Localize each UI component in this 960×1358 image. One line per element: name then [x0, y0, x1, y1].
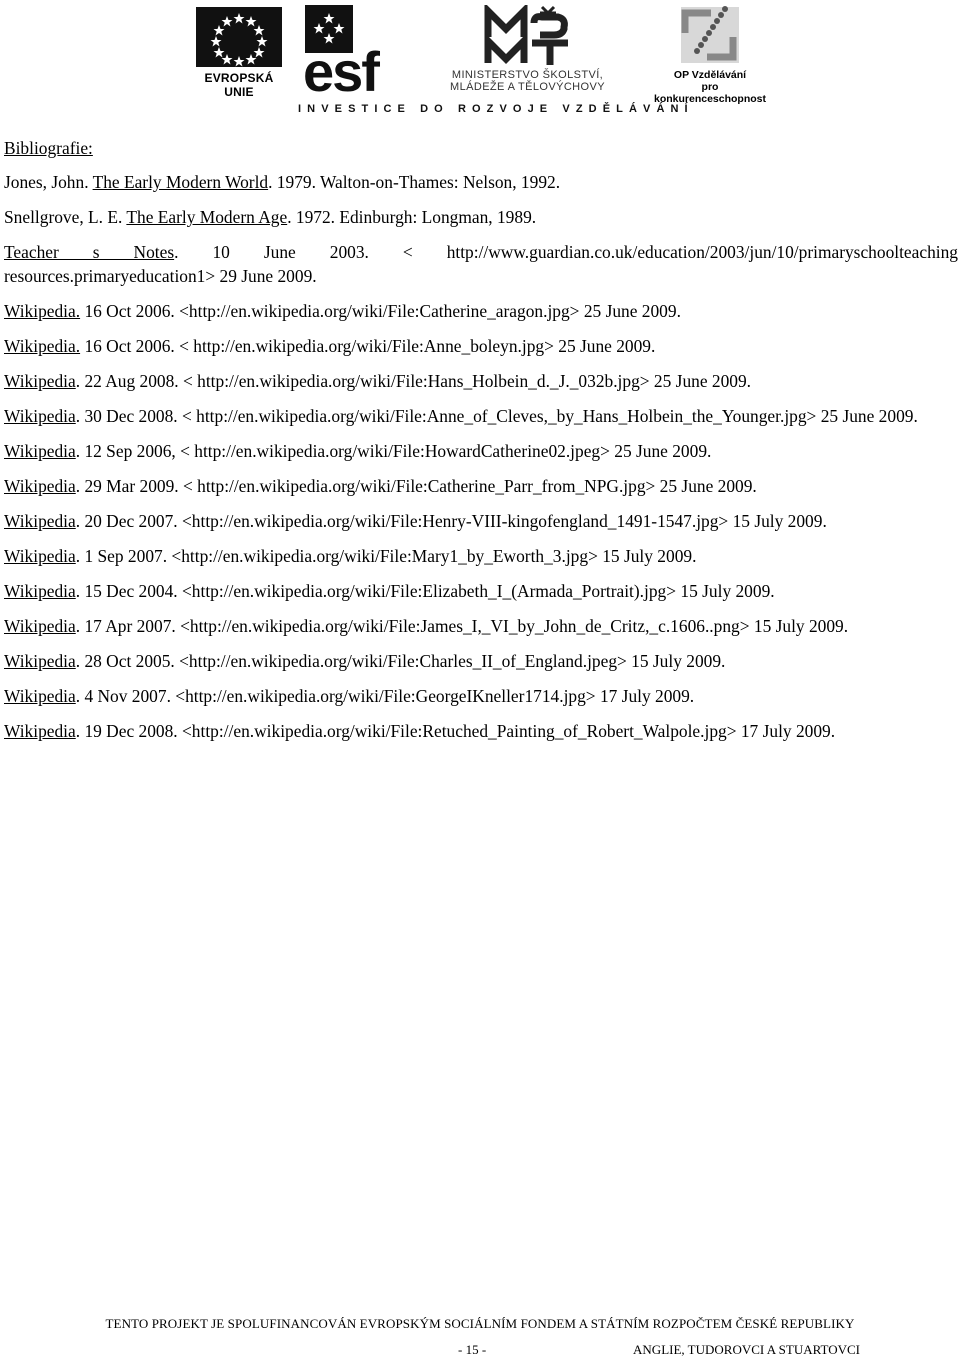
entry-details: . 30 Dec 2008. < http://en.wikipedia.org/wiki/File:Anne_of_Cleves,_by_Hans_Holbein_the_Younger.jpg> 25 June 2009.	[75, 406, 918, 426]
esf-label: esf	[303, 40, 378, 95]
entry-title: The Early Modern World	[92, 172, 269, 192]
bib-entry	[4, 369, 958, 393]
bib-entry	[4, 170, 958, 194]
entry-title: Wikipedia	[4, 406, 76, 426]
entry-title: Wikipedia	[4, 616, 76, 636]
msmt-logo	[440, 3, 615, 99]
entry-details: . 12 Sep 2006, < http://en.wikipedia.org/wiki/File:HowardCatherine02.jpeg> 25 June 2009.	[75, 441, 712, 461]
bib-entry	[4, 649, 958, 673]
msmt-logo-icon	[482, 5, 574, 67]
entry-prefix: Jones, John.	[4, 172, 93, 192]
document-title-footer: ANGLIE, TUDOROVCI A STUARTOVCI	[633, 1342, 860, 1357]
msmt-sub-label: MLÁDEŽE A TĚLOVÝCHOVY	[450, 81, 605, 93]
bib-entry	[4, 509, 958, 533]
bib-entry	[4, 544, 958, 568]
entry-title: Wikipedia	[4, 651, 76, 671]
eu-logo	[192, 3, 286, 99]
entry-details: . 1 Sep 2007. <http://en.wikipedia.org/wiki/File:Mary1_by_Eworth_3.jpg> 15 July 2009.	[75, 546, 697, 566]
bib-entry	[4, 404, 958, 428]
funding-statement: TENTO PROJEKT JE SPOLUFINANCOVÁN EVROPSKÝM SOCIÁLNÍM FONDEM A STÁTNÍM ROZPOČTEM ČESKÉ REPUBLIKY	[105, 1316, 855, 1331]
entry-details: . 10 June 2003. < http://www.guardian.co.uk/education/2003/jun/10/primaryschoolteaching resources.primaryeducation1> 29 June 2009.	[4, 242, 958, 286]
bib-entry	[4, 240, 958, 288]
bib-entry	[4, 474, 958, 498]
bib-entry	[4, 684, 958, 708]
entry-details: . 20 Dec 2007. <http://en.wikipedia.org/wiki/File:Henry-VIII-kingofengland_1491-1547.jpg> 15 July 2009.	[75, 511, 827, 531]
entry-prefix: Snellgrove, L. E.	[4, 207, 127, 227]
entry-details: . 4 Nov 2007. <http://en.wikipedia.org/wiki/File:GeorgeIKneller1714.jpg> 17 July 2009.	[75, 686, 695, 706]
entry-details: . 15 Dec 2004. <http://en.wikipedia.org/wiki/File:Elizabeth_I_(Armada_Portrait).jpg> 15 July 2009.	[75, 581, 775, 601]
entry-details: . 28 Oct 2005. <http://en.wikipedia.org/wiki/File:Charles_II_of_England.jpeg> 15 July 2009.	[75, 651, 726, 671]
bib-entry	[4, 579, 958, 603]
eu-label: EVROPSKÁ UNIE	[204, 71, 274, 99]
bibliography-heading: Bibliografie:	[4, 138, 93, 158]
op-logo-icon	[677, 3, 743, 67]
entry-title: Wikipedia.	[4, 301, 81, 321]
entry-details: . 1972. Edinburgh: Longman, 1989.	[287, 207, 537, 227]
entry-title: Wikipedia	[4, 721, 76, 741]
header-logos	[0, 0, 960, 125]
esf-logo-icon	[303, 3, 403, 95]
bib-entry	[4, 439, 958, 463]
entry-title: Wikipedia	[4, 511, 76, 531]
entry-title: Wikipedia	[4, 546, 76, 566]
entry-title: Wikipedia	[4, 441, 76, 461]
eu-flag-icon	[196, 7, 282, 67]
entry-details: 16 Oct 2006. <http://en.wikipedia.org/wiki/File:Catherine_aragon.jpg> 25 June 2009.	[80, 301, 681, 321]
bib-entry	[4, 614, 958, 638]
entry-title: Wikipedia	[4, 581, 76, 601]
entry-title: Wikipedia	[4, 476, 76, 496]
entry-details: . 29 Mar 2009. < http://en.wikipedia.org/wiki/File:Catherine_Parr_from_NPG.jpg> 25 June 2009.	[75, 476, 757, 496]
entry-title: Wikipedia	[4, 371, 76, 391]
entry-title: Wikipedia.	[4, 336, 81, 356]
entry-title: Wikipedia	[4, 686, 76, 706]
entry-details: . 1979. Walton-on-Thames: Nelson, 1992.	[268, 172, 561, 192]
entry-details: . 22 Aug 2008. < http://en.wikipedia.org/wiki/File:Hans_Holbein_d._J._032b.jpg> 25 June 2009.	[75, 371, 752, 391]
entry-details: 16 Oct 2006. < http://en.wikipedia.org/wiki/File:Anne_boleyn.jpg> 25 June 2009.	[80, 336, 656, 356]
page-number: - 15 -	[458, 1342, 487, 1357]
bib-entry	[4, 205, 958, 229]
bib-entry	[4, 719, 958, 743]
bib-entry	[4, 334, 958, 358]
msmt-label: MINISTERSTVO ŠKOLSTVÍ,	[451, 69, 604, 81]
entry-title: Teacher s Notes	[4, 242, 175, 262]
op-sub-label: pro konkurenceschopnost	[653, 81, 767, 105]
op-logo	[653, 3, 767, 105]
entry-details: . 17 Apr 2007. <http://en.wikipedia.org/wiki/File:James_I,_VI_by_John_de_Critz,_c.1606..png> 15 July 2009.	[75, 616, 849, 636]
project-tagline: INVESTICE DO ROZVOJE VZDĚLÁVÁNÍ	[298, 103, 694, 115]
op-label: OP Vzdělávání	[673, 69, 747, 81]
entry-details: . 19 Dec 2008. <http://en.wikipedia.org/wiki/File:Retuched_Painting_of_Robert_Walpole.jpg> 17 July 2009.	[75, 721, 836, 741]
bibliography-section	[4, 136, 958, 754]
bib-entry	[4, 299, 958, 323]
entry-title: The Early Modern Age	[126, 207, 288, 227]
